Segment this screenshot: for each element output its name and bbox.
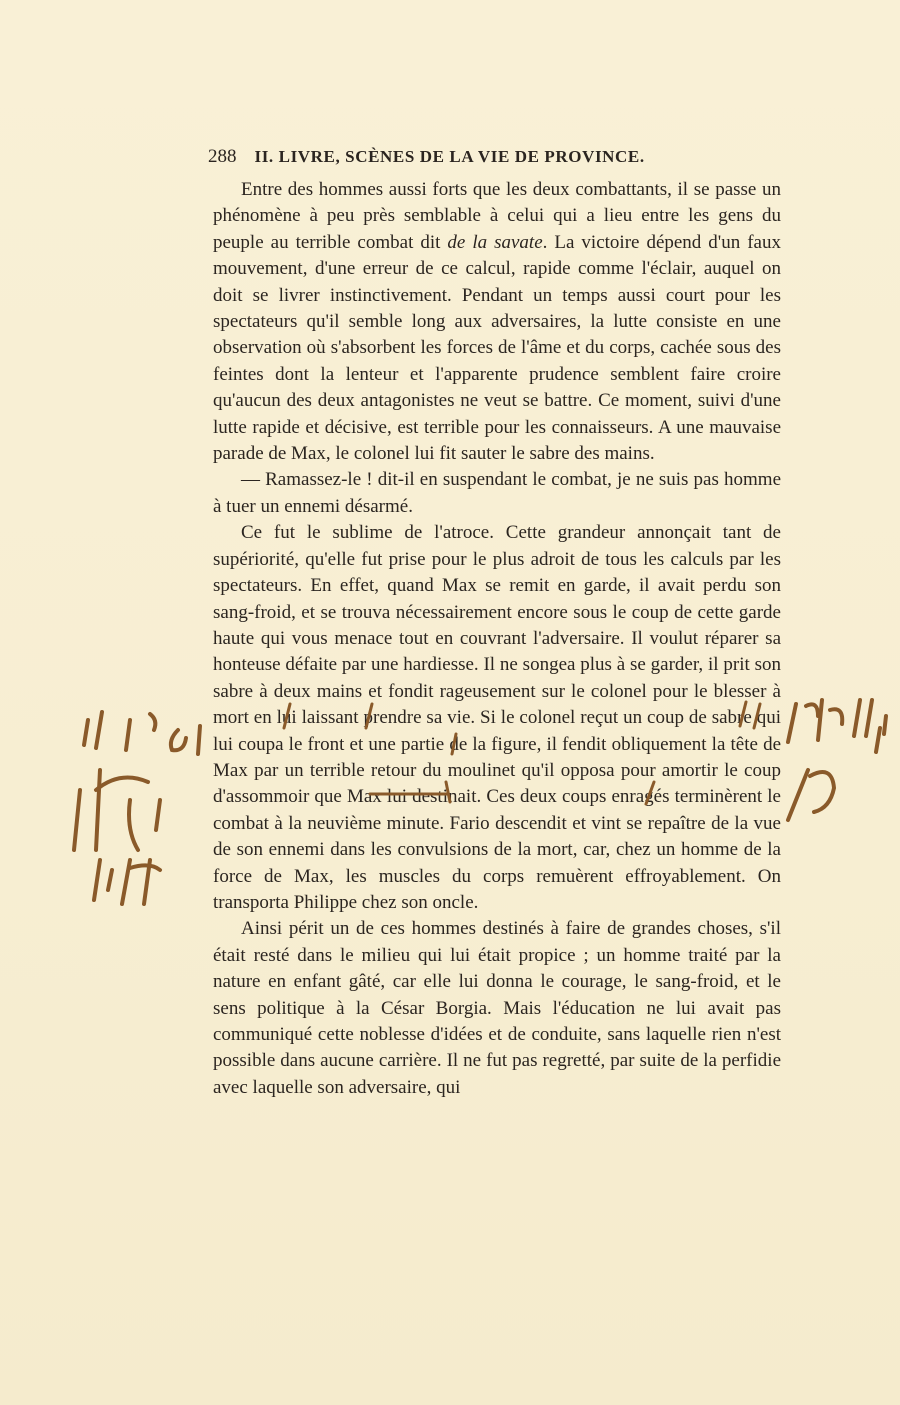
left-margin-annotations (60, 690, 210, 920)
paragraph-2: — Ramassez-le ! dit-il en suspendant le combat, je ne suis pas homme à tuer un ennemi désarmé. (213, 469, 781, 517)
paragraph-4: Ainsi périt un de ces hommes destinés à faire de grandes choses, s'il était resté dans le milieu qui lui était propice ; un homme traité par la nature en enfant gâté, car elle lui donna le courage, le sang-froid, et le sens politique à la César Borgia. Mais l'éducation ne lui avait pas communiqué cette noblesse d'idées et de conduite, sans laquelle rien n'est possible dans aucune carrière. Il ne fut pas regretté, par suite de la perfidie avec laquelle son adversaire, qui (213, 918, 781, 1098)
paragraph-1: Entre des hommes aussi forts que les deux combattants, il se passe un phénomène à peu près semblable à celui qui a lieu entre les gens du peuple au terrible combat dit de la savate. La victoire dépend d'un faux mouvement, d'une erreur de ce calcul, rapide comme l'éclair, auquel on doit se livrer instinctivement. Pendant un temps aussi court pour les spectateurs qu'il semble long aux adversaires, la lutte consiste en une observation où s'absorbent les forces de l'âme et du corps, cachée sous des feintes dont la lenteur et l'apparente prudence semblent faire croire qu'aucun des deux antagonistes ne veut se battre. Ce moment, suivi d'une lutte rapide et décisive, est terrible pour les connaisseurs. A une mauvaise parade de Max, le colonel lui fit sauter le sabre des mains. (213, 179, 781, 465)
body-text (213, 177, 781, 1101)
page-number: 288 (208, 146, 237, 167)
paragraph-3: Ce fut le sublime de l'atroce. Cette grandeur annonçait tant de supériorité, qu'elle fut prise pour le plus adroit de tous les calculs par les spectateurs. En effet, quand Max se remit en garde, il avait perdu son sang-froid, et se trouva nécessairement encore sous le coup de cette garde haute qui vous menace tout en couvrant l'adversaire. Il voulut réparer sa honteuse défaite par une hardiesse. Il ne songea plus à se garder, il prit son sabre à deux mains et fondit rageusement sur le colonel pour le blesser à mort en lui laissant prendre sa vie. Si le colonel reçut un coup de sabre qui lui coupa le front et une partie de la figure, il fendit obliquement la tête de Max par un terrible retour du moulinet qu'il opposa pour amortir le coup d'assommoir que Max lui destinait. Ces deux coups enragés terminèrent le combat à la neuvième minute. Fario descendit et vint se repaître de la vue de son ennemi dans les convulsions de la mort, car, chez un homme de la force de Max, les muscles du corps remuèrent effroyablement. On transporta Philippe chez son oncle. (213, 522, 781, 913)
running-header (208, 146, 788, 168)
inline-correction-marks (270, 700, 790, 810)
running-title: II. LIVRE, SCÈNES DE LA VIE DE PROVINCE. (254, 147, 645, 166)
